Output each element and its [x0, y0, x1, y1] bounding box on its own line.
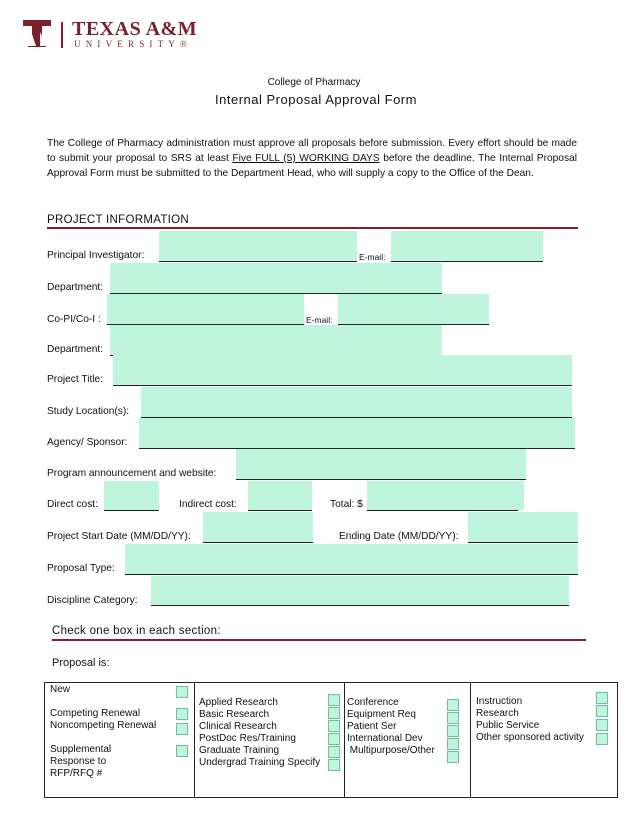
pi-email-input[interactable]: [391, 231, 543, 261]
pi-label: Principal Investigator:: [47, 250, 145, 261]
option-international-dev-label: International Dev: [347, 733, 423, 744]
atm-logo-mark: [22, 20, 52, 47]
end-date-input[interactable]: [468, 512, 578, 542]
option-graduate-training-label: Graduate Training: [199, 745, 280, 756]
option-competing-renewal-label: Competing Renewal: [50, 708, 141, 719]
checkbox-instruction[interactable]: [596, 692, 608, 704]
program-input[interactable]: [236, 449, 526, 479]
start-date-label: Project Start Date (MM/DD/YY):: [47, 531, 191, 542]
proposal-type-underline: [125, 574, 578, 575]
checkbox-conference[interactable]: [447, 699, 459, 711]
option-basic-research-label: Basic Research: [199, 709, 270, 720]
discipline-input[interactable]: [151, 576, 569, 605]
table-divider-2: [344, 682, 345, 797]
direct-cost-underline: [104, 510, 159, 511]
project-info-heading: PROJECT INFORMATION: [47, 214, 189, 226]
pi-input[interactable]: [159, 231, 357, 261]
checkbox-clinical-research[interactable]: [328, 720, 340, 732]
indirect-cost-underline: [248, 510, 312, 511]
project-title-underline: [113, 385, 572, 386]
logo-name: TEXAS A&M: [72, 18, 198, 40]
checkbox-multipurpose[interactable]: [447, 751, 459, 763]
logo-university: UNIVERSITY®: [74, 39, 187, 49]
checkbox-undergrad-training[interactable]: [328, 759, 340, 771]
option-research-label: Research: [476, 708, 519, 719]
agency-input[interactable]: [139, 418, 575, 448]
checkbox-research[interactable]: [596, 705, 608, 717]
option-new-label: New: [50, 684, 71, 695]
checkbox-international-dev[interactable]: [447, 738, 459, 750]
pi-email-underline: [391, 261, 543, 262]
indirect-cost-input[interactable]: [248, 481, 312, 510]
project-title-input[interactable]: [113, 355, 572, 385]
checkbox-rule: [52, 639, 586, 641]
option-conference-label: Conference: [347, 697, 399, 708]
proposal-type-input[interactable]: [125, 544, 578, 574]
option-response-label: Response to: [50, 756, 107, 767]
copi-department-input[interactable]: [110, 325, 442, 355]
pi-underline: [159, 261, 357, 262]
total-input[interactable]: [367, 481, 524, 510]
checkbox-equipment[interactable]: [447, 712, 459, 724]
department-input[interactable]: [110, 263, 442, 293]
option-other-sponsored-label: Other sponsored activity: [476, 732, 584, 743]
copi-label: Co-PI/Co-I :: [47, 314, 101, 325]
copi-input[interactable]: [107, 294, 304, 324]
checkbox-new[interactable]: [176, 686, 188, 698]
indirect-cost-label: Indirect cost:: [179, 499, 237, 510]
checkbox-graduate-training[interactable]: [328, 746, 340, 758]
option-equipment-label: Equipment Req: [347, 709, 416, 720]
option-public-service-label: Public Service: [476, 720, 540, 731]
direct-cost-label: Direct cost:: [47, 499, 98, 510]
department-label: Department:: [47, 282, 104, 293]
start-date-input[interactable]: [203, 512, 313, 542]
checkbox-heading: Check one box in each section:: [52, 625, 221, 637]
study-location-input[interactable]: [141, 387, 572, 417]
checkbox-supplemental[interactable]: [176, 745, 188, 757]
pi-email-label: E-mail:: [359, 252, 386, 262]
checkbox-other-sponsored[interactable]: [596, 733, 608, 745]
logo-divider: [61, 22, 63, 48]
total-label: Total: $: [330, 499, 363, 510]
program-underline: [236, 479, 526, 480]
direct-cost-input[interactable]: [104, 481, 159, 510]
table-divider-1: [194, 682, 195, 797]
intro-paragraph: The College of Pharmacy administration must approve all proposals before submission. Every effort should be made to submit your proposal to SRS at least Five FULL (5) WORKING DAYS before the deadline. The Internal Proposal Approval Form must be submitted to the Department Head, who will supply a copy to the Office of the Dean.: [47, 138, 577, 179]
college-name: College of Pharmacy: [267, 77, 361, 88]
checkbox-public-service[interactable]: [596, 719, 608, 731]
option-multipurpose-label: Multipurpose/Other: [347, 745, 435, 756]
checkbox-basic-research[interactable]: [328, 707, 340, 719]
copi-department-label: Department:: [47, 344, 104, 355]
deadline-emphasis: Five FULL (5) WORKING DAYS: [232, 153, 380, 164]
proposal-is-label: Proposal is:: [52, 657, 110, 669]
option-postdoc-label: PostDoc Res/Training: [199, 733, 296, 744]
proposal-type-label: Proposal Type:: [47, 563, 115, 574]
checkbox-competing-renewal[interactable]: [176, 708, 188, 720]
project-info-rule: [47, 227, 578, 229]
option-undergrad-training-label: Undergrad Training Specify: [199, 757, 321, 768]
program-label: Program announcement and website:: [47, 468, 217, 479]
total-underline: [367, 510, 518, 511]
start-date-underline: [203, 542, 313, 543]
option-instruction-label: Instruction: [476, 696, 523, 707]
end-date-label: Ending Date (MM/DD/YY):: [339, 531, 459, 542]
option-rfp-label: RFP/RFQ #: [50, 768, 103, 779]
project-title-label: Project Title:: [47, 374, 104, 385]
discipline-underline: [151, 605, 569, 606]
end-date-underline: [468, 542, 578, 543]
agency-label: Agency/ Sponsor:: [47, 437, 128, 448]
discipline-label: Discipline Category:: [47, 595, 138, 606]
checkbox-patient-ser[interactable]: [447, 725, 459, 737]
option-supplemental-label: Supplemental: [50, 744, 112, 755]
study-location-label: Study Location(s):: [47, 406, 130, 417]
checkbox-noncompeting-renewal[interactable]: [176, 723, 188, 735]
option-noncompeting-renewal-label: Noncompeting Renewal: [50, 720, 157, 731]
copi-email-label: E-mail:: [306, 315, 333, 325]
option-patient-ser-label: Patient Ser: [347, 721, 397, 732]
table-divider-3: [470, 682, 471, 797]
checkbox-postdoc[interactable]: [328, 733, 340, 745]
option-clinical-research-label: Clinical Research: [199, 721, 277, 732]
form-title: Internal Proposal Approval Form: [215, 92, 417, 107]
copi-email-input[interactable]: [338, 294, 489, 324]
option-applied-research-label: Applied Research: [199, 697, 278, 708]
checkbox-applied-research[interactable]: [328, 694, 340, 706]
